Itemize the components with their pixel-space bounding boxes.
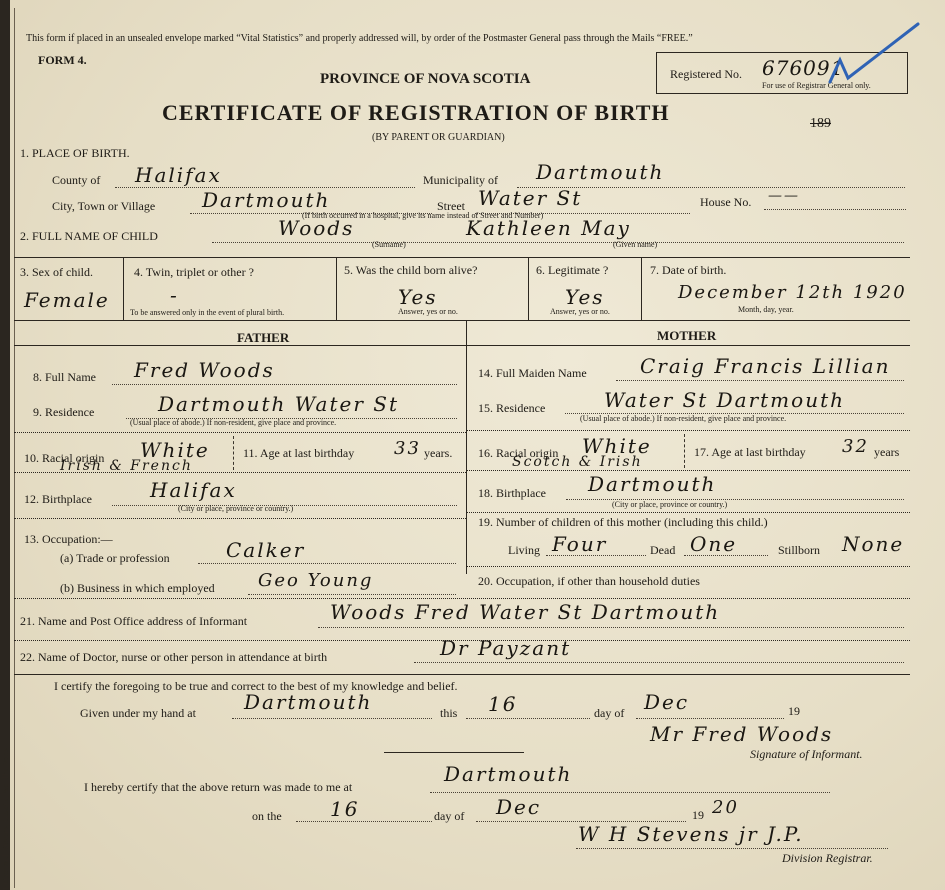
father-heading: FATHER [237,330,290,345]
father-racial-value: White [140,438,210,462]
father-residence-value: Dartmouth Water St [158,392,399,416]
registrar-text: I hereby certify that the above return was made to me at [84,780,353,794]
given-day-line [466,718,590,719]
street-value: Water St [478,186,583,210]
mother-residence-value: Water St Dartmouth [604,388,845,412]
doctor-value: Dr Payzant [440,636,572,660]
mother-residence-note: (Usual place of abode.) If non-resident, give place and province. [580,414,787,423]
father-residence-note: (Usual place of abode.) If non-resident, give place and province. [130,418,337,427]
municipality-value: Dartmouth [536,160,665,184]
surname-caption: (Surname) [372,240,406,249]
mother-rule-3 [466,512,910,513]
father-rule-3 [14,518,466,519]
mother-maiden-line [616,380,904,381]
registrar-day-line [296,821,432,822]
row3-divider-2 [336,257,337,320]
alive-label: 5. Was the child born alive? [344,263,478,277]
mail-note: This form if placed in an unsealed envelope marked “Vital Statistics” and properly addressed will, by order of the Postmaster General pass through the Mails “FREE.” [26,33,693,44]
informant-value: Woods Fred Water St Dartmouth [330,600,721,624]
twin-value: - [170,283,179,307]
blue-check-mark [826,20,922,92]
mother-age-label: 17. Age at last birthday [694,445,806,459]
given-place-value: Dartmouth [244,690,373,714]
parents-divider [466,320,467,574]
registrar-day-value: 16 [330,797,360,821]
registered-label: Registered No. [670,67,742,81]
twin-label: 4. Twin, triplet or other ? [134,265,254,279]
informant-label: 21. Name and Post Office address of Informant [20,614,248,628]
row3-divider-4 [641,257,642,320]
given-year-prefix: 19 [788,704,800,718]
mother-maiden-label: 14. Full Maiden Name [478,366,587,380]
registrar-use-note: For use of Registrar General only. [762,81,871,90]
registrar-dayof-label: day of [434,809,465,823]
dead-label: Dead [650,543,676,557]
mother-birthplace-label: 18. Birthplace [478,486,546,500]
legitimate-label: 6. Legitimate ? [536,263,609,277]
father-name-value: Fred Woods [134,358,275,382]
living-line [546,555,646,556]
city-label: City, Town or Village [52,199,156,213]
informant-signature: Mr Fred Woods [650,722,834,746]
alive-note: Answer, yes or no. [398,307,458,316]
registered-number: 676091 [762,56,845,80]
living-label: Living [508,543,540,557]
mother-years-label: years [874,445,900,459]
given-month-line [636,718,784,719]
given-place-line [232,718,432,719]
mother-rule-1 [466,430,910,431]
sex-label: 3. Sex of child. [20,265,93,279]
stillborn-label: Stillborn [778,543,821,557]
city-value: Dartmouth [202,188,331,212]
heading-rule [14,345,910,346]
occupation-label: 13. Occupation:— [24,532,113,546]
living-value: Four [552,532,608,556]
dead-line [684,555,768,556]
mother-racial-value: White [582,434,652,458]
father-rule-2 [14,472,466,473]
place-section-label: 1. PLACE OF BIRTH. [20,146,130,160]
sex-value: Female [24,288,110,312]
county-label: County of [52,173,101,187]
father-birthplace-value: Halifax [150,478,237,502]
trade-value: Calker [226,538,306,562]
mother-rule-4 [466,566,910,567]
father-racial-label: 10. Racial origin [24,451,105,465]
business-label: (b) Business in which employed [60,581,215,595]
mother-heading: MOTHER [657,328,717,343]
county-value: Halifax [135,163,222,187]
registrar-year-prefix: 19 [692,808,704,822]
dayof-label: day of [594,706,625,720]
father-years-label: years. [424,446,453,460]
father-racial-value-2: Irish & French [60,458,193,474]
spine-text: Rutherford, Stevens, Gazette, &c. The Votes [1,748,10,890]
child-name-line [212,242,904,243]
mother-occupation-label: 20. Occupation, if other than household duties [478,574,700,588]
on-the-label: on the [252,809,282,823]
mother-birthplace-value: Dartmouth [588,472,717,496]
doctor-line [414,662,904,663]
business-value: Geo Young [258,570,374,591]
trade-line [198,563,456,564]
informant-signature-caption: Signature of Informant. [750,747,863,761]
row3-divider-3 [528,257,529,320]
child-given-name: Kathleen May [466,216,631,240]
house-value: —— [768,188,800,204]
birth-date-label: 7. Date of birth. [650,263,727,277]
registrar-year-value: 20 [712,797,739,818]
municipality-label: Municipality of [423,173,498,187]
registrar-place-line [430,792,830,793]
mother-racial-label: 16. Racial origin [478,446,559,460]
certificate-title: CERTIFICATE OF REGISTRATION OF BIRTH [162,100,670,125]
registrar-signature: W H Stevens jr J.P. [578,822,804,846]
dead-value: One [690,532,738,556]
given-caption: (Given name) [613,240,658,249]
mother-age-value: 32 [842,436,869,457]
father-birthplace-label: 12. Birthplace [24,492,92,506]
registrar-month-value: Dec [496,795,542,819]
father-rule-1 [14,432,466,433]
child-surname: Woods [278,216,355,240]
given-label: Given under my hand at [80,706,196,720]
mother-residence-label: 15. Residence [478,401,546,415]
mother-rule-2 [466,470,910,471]
father-name-line [112,384,457,385]
twin-note: To be answered only in the event of plural birth. [130,308,285,317]
father-name-label: 8. Full Name [33,370,96,384]
house-line [764,209,906,210]
row3-top-rule [14,257,910,258]
mother-maiden-value: Craig Francis Lillian [640,354,891,378]
father-age-value: 33 [394,438,421,459]
hospital-note: (If birth occurred in a hospital, give its name instead of Street and Number) [302,211,544,220]
father-age-divider [233,436,234,470]
stillborn-value: None [842,532,905,556]
given-month-value: Dec [644,690,690,714]
mother-age-divider [684,434,685,468]
business-line [248,594,456,595]
birth-date-note: Month, day, year. [738,305,794,314]
mother-birthplace-note: (City or place, province or country.) [612,500,728,509]
doctor-label: 22. Name of Doctor, nurse or other person in attendance at birth [20,650,328,664]
father-age-label: 11. Age at last birthday [243,446,355,460]
legitimate-note: Answer, yes or no. [550,307,610,316]
certificate-subtitle: (BY PARENT OR GUARDIAN) [372,132,505,143]
father-birthplace-note: (City or place, province or country.) [178,504,294,513]
trade-label: (a) Trade or profession [60,551,170,565]
child-name-label: 2. FULL NAME OF CHILD [20,229,158,243]
mother-racial-value-2: Scotch & Irish [512,454,643,470]
street-label: Street [437,199,465,213]
this-label: this [440,706,458,720]
certify-separator [384,752,524,753]
alive-value: Yes [398,285,438,309]
province-heading: PROVINCE OF NOVA SCOTIA [320,71,531,87]
registrar-signature-line [576,848,888,849]
row3-divider-1 [123,257,124,320]
birth-date-value: December 12th 1920 [678,282,907,303]
children-count-label: 19. Number of children of this mother (including this child.) [478,515,768,529]
registrar-caption: Division Registrar. [782,851,873,865]
certify-top-rule [14,674,910,675]
left-margin-rule [14,8,15,888]
informant-line [318,627,904,628]
certify-text: I certify the foregoing to be true and correct to the best of my knowledge and belief. [54,679,458,693]
registrar-place-value: Dartmouth [444,762,573,786]
legitimate-value: Yes [565,285,605,309]
house-label: House No. [700,195,752,209]
given-day-value: 16 [488,692,518,716]
crossed-year: 189 [810,116,831,131]
row3-bottom-rule [14,320,910,321]
informant-top-rule [14,598,910,599]
form-number: FORM 4. [38,53,87,67]
father-residence-label: 9. Residence [33,405,95,419]
